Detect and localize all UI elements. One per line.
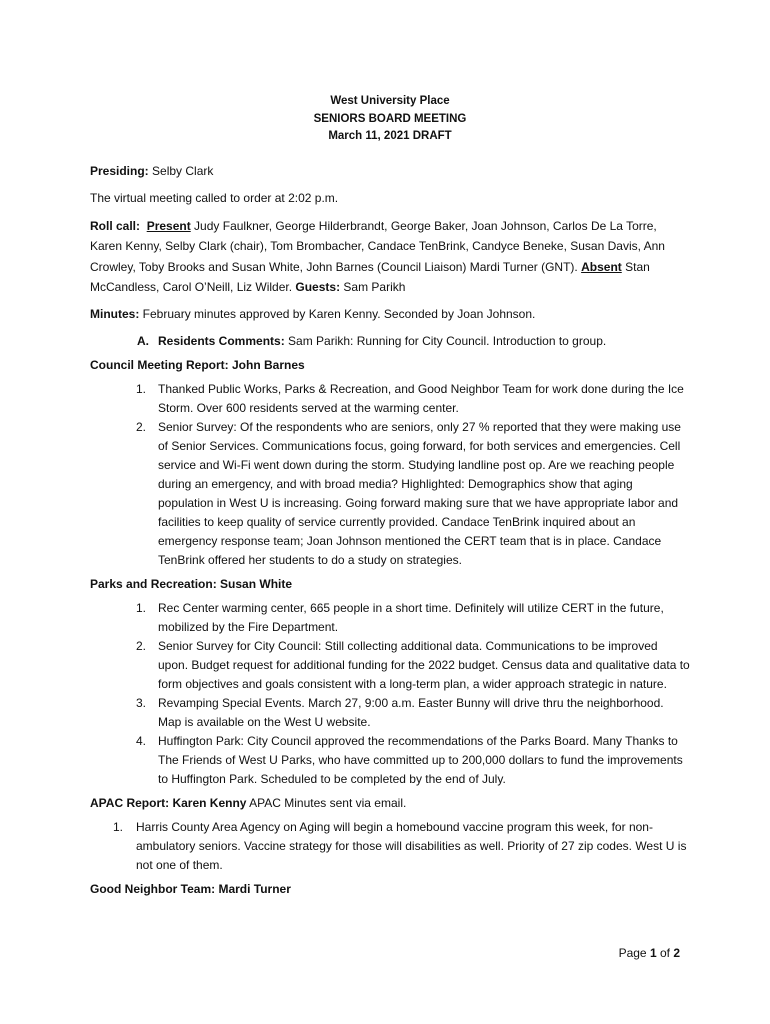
parks-report-title: Parks and Recreation: Susan White: [90, 576, 293, 591]
list-item-text: Rec Center warming center, 665 people in a short time. Definitely will utilize CERT in the future, mobilized by the Fire Department.: [158, 600, 664, 634]
list-item-text: Revamping Special Events. March 27, 9:00 a.m. Easter Bunny will drive thru the neighborhood. Map is available on the West U website.: [158, 695, 664, 729]
absent-names: Stan McCandless, Carol O’Neill, Liz Wilder.: [90, 259, 650, 294]
list-item: [90, 694, 690, 732]
list-item-text: Senior Survey for City Council: Still collecting additional data. Communications to be improved upon. Budget request for additional funding for the 2022 budget. Census data and qualitative data to form objectives and goals consistent with a long-term plan, a wider approach strategic in nature.: [158, 638, 690, 691]
call-to-order: The virtual meeting called to order at 2:02 p.m.: [90, 190, 339, 205]
present-label: Present: [146, 218, 191, 233]
residents-comments: [137, 332, 690, 351]
meeting-date: March 11, 2021 DRAFT: [328, 130, 452, 142]
roll-call-label: Roll call:: [90, 218, 141, 233]
guests-names: Sam Parikh: [340, 280, 406, 294]
guests-label: Guests:: [295, 280, 341, 294]
page-number: [619, 944, 680, 963]
list-item: [90, 380, 690, 418]
apac-report-line: [90, 794, 690, 813]
document-page: [90, 93, 690, 904]
residents-marker: A.: [137, 333, 149, 348]
apac-note: APAC Minutes sent via email.: [246, 795, 407, 810]
good-neighbor-title: Good Neighbor Team: Mardi Turner: [90, 881, 291, 896]
presiding-line: [90, 162, 690, 181]
list-number: 1.: [136, 381, 147, 396]
list-number: 2.: [136, 638, 147, 653]
list-number: 1.: [136, 600, 147, 615]
list-item: [90, 818, 690, 875]
list-item: [90, 599, 690, 637]
meeting-title: SENIORS BOARD MEETING: [313, 112, 467, 125]
org-name: West University Place: [330, 95, 450, 107]
absent-label: Absent: [581, 259, 622, 274]
list-number: 2.: [136, 419, 147, 434]
council-report-title: Council Meeting Report: John Barnes: [90, 357, 305, 372]
total-pages: 2: [673, 946, 680, 960]
current-page: 1: [649, 946, 657, 960]
apac-report-list: [90, 818, 690, 875]
parks-report-list: [90, 599, 690, 789]
list-item: [90, 732, 690, 789]
list-number: 1.: [113, 819, 124, 834]
residents-label: Residents Comments:: [158, 333, 285, 348]
presiding-label: Presiding:: [90, 163, 149, 178]
document-header: [90, 93, 690, 146]
list-item-text: Thanked Public Works, Parks & Recreation, and Good Neighbor Team for work done during the Ice Storm. Over 600 residents served at the warming center.: [158, 381, 684, 415]
presiding-value: Selby Clark: [148, 163, 214, 178]
roll-call: [90, 216, 690, 298]
list-item-text: Harris County Area Agency on Aging will begin a homebound vaccine program this week, for non-ambulatory seniors. Vaccine strategy for those will disabilities as well. Priority of 27 zip codes. West U is not one of them.: [136, 819, 687, 872]
list-item-text: Senior Survey: Of the respondents who are seniors, only 27 % reported that they were making use of Senior Services. Communications focus, going forward, for both services and emergencies. Cell service and Wi-Fi went down during the storm. Studying landline post op. Are we reaching people during an emergency, and with broad media? Highlighted: Demographics show that aging population in West U is increasing. Going forward making sure that we have appropriate labor and facilities to keep quality of service currently provided. Candace TenBrink inquired about an emergency response team; Joan Johnson mentioned the CERT team that is in place. Candace TenBrink offered her students to do a study on strategies.: [158, 419, 681, 567]
residents-text: Sam Parikh: Running for City Council. Introduction to group.: [284, 333, 607, 348]
minutes-line: [90, 305, 690, 324]
minutes-text: February minutes approved by Karen Kenny. Seconded by Joan Johnson.: [139, 306, 536, 321]
list-item: [90, 418, 690, 570]
list-number: 4.: [136, 733, 147, 748]
present-names: Judy Faulkner, George Hilderbrandt, George Baker, Joan Johnson, Carlos De La Torre, Karen Kenny, Selby Clark (chair), Tom Brombacher, Candace TenBrink, Candyce Beneke, Susan Davis, Ann Crowley, Toby Brooks and Susan White, John Barnes (Council Liaison) Mardi Turner (GNT).: [90, 218, 665, 274]
council-report-list: [90, 380, 690, 570]
list-number: 3.: [136, 695, 147, 710]
minutes-label: Minutes:: [90, 306, 140, 321]
list-item-text: Huffington Park: City Council approved the recommendations of the Parks Board. Many Thanks to The Friends of West U Parks, who have committed up to 200,000 dollars to fund the improvements to Huffington Park. Scheduled to be completed by the end of July.: [158, 733, 683, 786]
of-word: of: [656, 946, 674, 960]
apac-report-title: APAC Report: Karen Kenny: [90, 795, 247, 810]
page-word: Page: [618, 946, 650, 960]
list-item: [90, 637, 690, 694]
